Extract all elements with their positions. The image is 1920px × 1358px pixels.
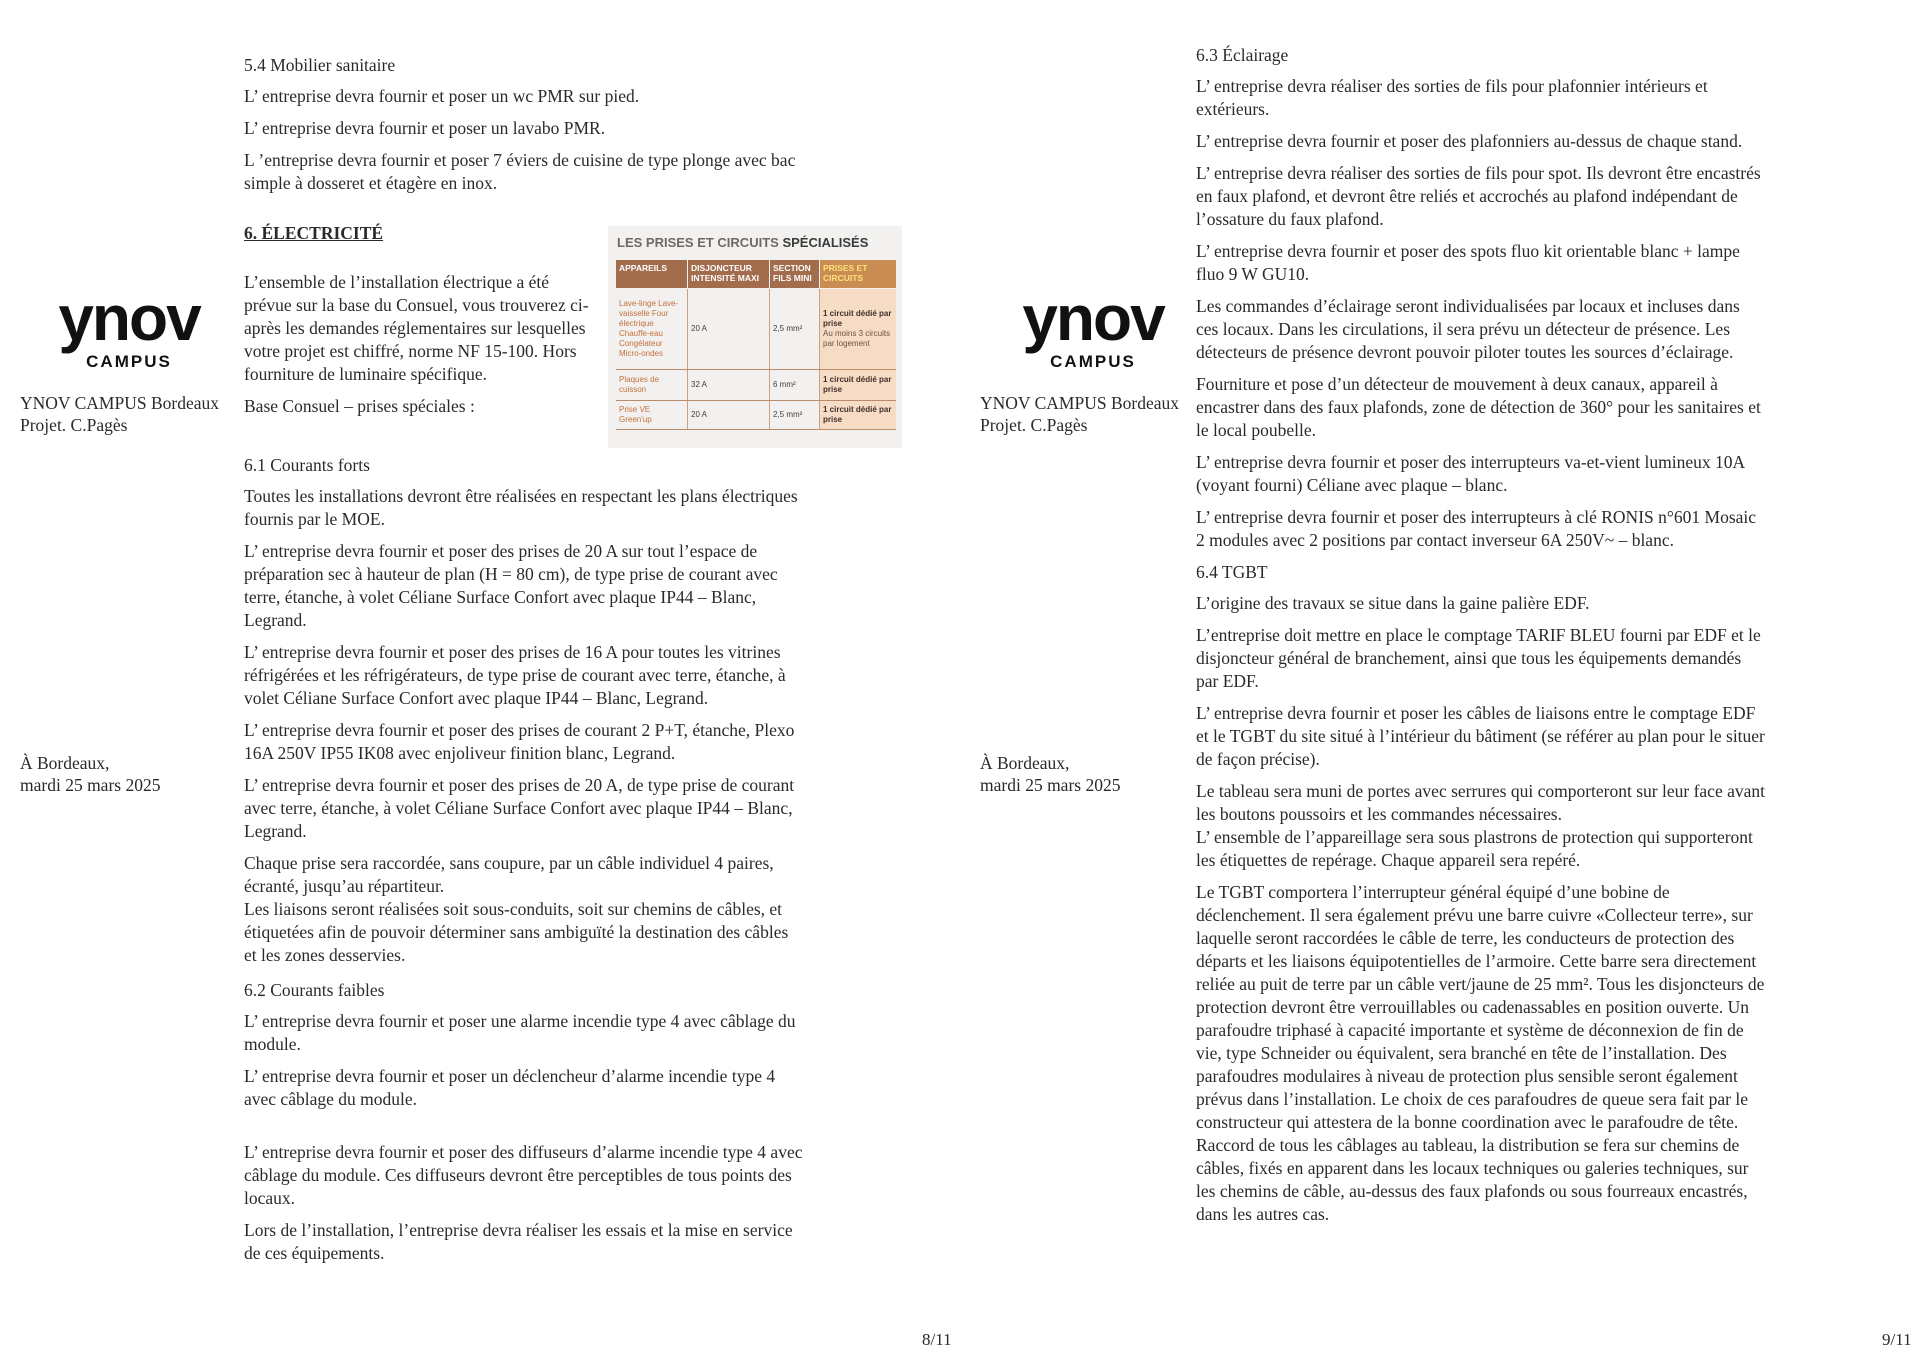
svg-text:ynov: ynov (58, 288, 200, 354)
ynov-campus-logo (1020, 288, 1166, 372)
table-cell: 6 mm² (770, 370, 820, 400)
section-heading: 6.4 TGBT (1196, 562, 1268, 582)
table-cell: Prise VE Green'up (616, 401, 688, 429)
svg-text:ynov: ynov (1022, 288, 1164, 354)
page-number: 8/11 (922, 1330, 952, 1349)
section-6-intro (244, 222, 599, 427)
project-meta (20, 392, 219, 436)
paragraph: L’ entreprise devra fournir et poser un lavabo PMR. (244, 118, 606, 138)
paragraph: L’ entreprise devra fournir et poser des plafonniers au-dessus de chaque stand. (1196, 131, 1743, 151)
paragraph: Base Consuel – prises spéciales : (244, 396, 475, 416)
paragraph: Les liaisons seront réalisées soit sous-conduits, soit sur chemins de câbles, et étiquetées afin de pouvoir déterminer sans ambiguïté la destination des câbles et les zones desservies. (244, 899, 789, 965)
paragraph: Le tableau sera muni de portes avec serrures qui comporteront sur leur face avant les boutons poussoirs et les commandes nécessaires. (1196, 781, 1765, 824)
paragraph: L’origine des travaux se situe dans la gaine palière EDF. (1196, 593, 1590, 613)
paragraph: L ’entreprise devra fournir et poser 7 éviers de cuisine de type plonge avec bac simple à dosseret et étagère en inox. (244, 150, 796, 193)
table-header-cell: SECTION FILS MINI (770, 260, 820, 288)
table-header-row (616, 260, 896, 288)
table-cell: 1 circuit dédié par prise (820, 401, 896, 429)
table-cell: 2,5 mm² (770, 289, 820, 369)
ynov-campus-logo (56, 288, 202, 372)
table-cell: 20 A (688, 289, 770, 369)
document-date (20, 752, 160, 796)
paragraph: L’ entreprise devra réaliser des sorties de fils pour spot. Ils devront être encastrés en faux plafond, et devront être reliés et accrochés au plafond indépendant de l’ossature du faux plafond. (1196, 163, 1761, 229)
cell-sub: Au moins 3 circuits par logement (823, 329, 891, 348)
project-meta (980, 392, 1179, 436)
meta-project: Projet. C.Pagès (980, 415, 1088, 435)
table-body (616, 289, 896, 430)
paragraph: L’ entreprise devra fournir et poser des interrupteurs va-et-vient lumineux 10A (voyant fourni) Céliane avec plaque – blanc. (1196, 452, 1745, 495)
section-heading: 6.3 Éclairage (1196, 45, 1289, 65)
section-heading: 6.2 Courants faibles (244, 980, 385, 1000)
paragraph: L’ entreprise devra fournir et poser des prises de courant 2 P+T, étanche, Plexo 16A 250V IP55 IK08 avec enjoliveur finition blanc, Legrand. (244, 720, 795, 763)
table-cell: 20 A (688, 401, 770, 429)
table-cell: 32 A (688, 370, 770, 400)
table-header-cell: PRISES ET CIRCUITS (820, 260, 896, 288)
paragraph: L’ entreprise devra fournir et poser des prises de 20 A sur tout l’espace de préparation sec à hauteur de plan (H = 80 cm), de type prise de courant avec terre, étanche, à volet Céliane Surface Confort avec plaque IP44 – Blanc, Legrand. (244, 541, 778, 630)
paragraph: L’ entreprise devra fournir et poser les câbles de liaisons entre le comptage EDF et le TGBT du site situé à l’intérieur du bâtiment (se référer au plan pour le situer de façon précise). (1196, 703, 1765, 769)
paragraph: L’ ensemble de l’appareillage sera sous plastrons de protection qui supporteront les étiquettes de repérage. Chaque appareil sera repéré. (1196, 827, 1753, 870)
table-row (616, 401, 896, 430)
document-date (980, 752, 1120, 796)
paragraph: L’ entreprise devra fournir et poser des interrupteurs à clé RONIS n°601 Mosaic 2 modules avec 2 positions par contact inverseur 6A 250V~ – blanc. (1196, 507, 1757, 550)
table-cell: 2,5 mm² (770, 401, 820, 429)
logo-campus-text: CAMPUS (86, 352, 172, 371)
date-value: mardi 25 mars 2025 (20, 775, 161, 795)
document-page-right (960, 0, 1920, 1358)
table-cell (820, 289, 896, 369)
section-6-title: 6. ÉLECTRICITÉ (244, 223, 384, 243)
page-number: 9/11 (1882, 1330, 1912, 1349)
paragraph: L’ entreprise devra fournir et poser un wc PMR sur pied. (244, 86, 640, 106)
paragraph: L’ entreprise devra fournir et poser une alarme incendie type 4 avec câblage du module. (244, 1011, 796, 1054)
paragraph: L’entreprise doit mettre en place le comptage TARIF BLEU fourni par EDF et le disjoncteur général de branchement, ainsi que tous les équipements demandés par EDF. (1196, 625, 1761, 691)
special-circuits-table (608, 226, 902, 448)
table-cell: Lave-linge Lave-vaisselle Four électrique Chauffe-eau Congélateur Micro-ondes (616, 289, 688, 369)
paragraph: L’ entreprise devra fournir et poser un déclencheur d’alarme incendie type 4 avec câblage du module. (244, 1066, 776, 1109)
paragraph: L’ensemble de l’installation électrique a été prévue sur la base du Consuel, vous trouverez ci-après les demandes réglementaires sur lesquelles votre projet est chiffré, norme NF 15-100. Hors fourniture de luminaire spécifique. (244, 272, 589, 384)
section-6-body (244, 454, 804, 1274)
paragraph: Chaque prise sera raccordée, sans coupure, par un câble individuel 4 paires, écranté, jusqu’au répartiteur. (244, 853, 774, 896)
paragraph: L’ entreprise devra réaliser des sorties de fils pour plafonnier intérieurs et extérieurs. (1196, 76, 1708, 119)
ynov-logo-icon (1020, 288, 1166, 354)
table-header-cell: APPAREILS (616, 260, 688, 288)
table-row (616, 370, 896, 401)
paragraph: L’ entreprise devra fournir et poser des spots fluo kit orientable blanc + lampe fluo 9 W GU10. (1196, 241, 1740, 284)
paragraph: Toutes les installations devront être réalisées en respectant les plans électriques fournis par le MOE. (244, 486, 798, 529)
table-cell: Plaques de cuisson (616, 370, 688, 400)
date-place: À Bordeaux, (20, 753, 110, 773)
section-5-4 (244, 54, 804, 204)
paragraph: Fourniture et pose d’un détecteur de mouvement à deux canaux, appareil à encastrer dans des faux plafonds, zone de détection de 360° pour les sanitaires et le local poubelle. (1196, 374, 1761, 440)
table-title-light: LES PRISES ET CIRCUITS (617, 235, 779, 250)
table-title-bold: SPÉCIALISÉS (782, 235, 869, 250)
paragraph: Les commandes d’éclairage seront individualisées par locaux et incluses dans ces locaux. Dans les circulations, il sera prévu un détecteur de présence. Les détecteurs de présence devront pouvoir piloter toutes les sources d’éclairage. (1196, 296, 1740, 362)
section-heading: 6.1 Courants forts (244, 455, 370, 475)
section-heading: 5.4 Mobilier sanitaire (244, 55, 396, 75)
meta-campus: YNOV CAMPUS Bordeaux (20, 393, 219, 413)
paragraph: L’ entreprise devra fournir et poser des diffuseurs d’alarme incendie type 4 avec câblage du module. Ces diffuseurs devront être perceptibles de tous points des locaux. (244, 1142, 803, 1208)
sections-6-3-6-4 (1196, 44, 1766, 1235)
table-header-cell: DISJONCTEUR INTENSITÉ MAXI (688, 260, 770, 288)
date-place: À Bordeaux, (980, 753, 1070, 773)
date-value: mardi 25 mars 2025 (980, 775, 1121, 795)
table-row (616, 289, 896, 370)
meta-campus: YNOV CAMPUS Bordeaux (980, 393, 1179, 413)
logo-campus-text: CAMPUS (1050, 352, 1136, 371)
paragraph: Le TGBT comportera l’interrupteur général équipé d’une bobine de déclenchement. Il sera également prévu une barre cuivre «Collecteur terre», sur laquelle seront raccordées le câble de terre, les conducteurs de protection des départs et les liaisons équipotentielles de l’armoire. Cette barre sera directement reliée au puit de terre par un câble vert/jaune de 25 mm². Tous les disjoncteurs de protection devront être verrouillables ou cadenassables en position ouverte. Un parafoudre triphasé à capacité importante et système de déconnexion de fin de vie, type Schneider ou équivalent, sera branché en tête de l’installation. Des parafoudres modulaires à niveau de protection plus sensible seront également prévus dans l’installation. Le choix de ces parafoudres de queue sera fait par le constructeur qui attestera de la bonne coordination avec le parafoudre de tête. Raccord de tous les câblages au tableau, la distribution se fera sur chemins de câbles, fixés en apparent dans les locaux techniques ou galeries techniques, sur les chemins de câble, au-dessus des faux plafonds ou sous fourreaux encastrés, dans les autres cas. (1196, 882, 1765, 1224)
paragraph: L’ entreprise devra fournir et poser des prises de 16 A pour toutes les vitrines réfrigérées et les réfrigérateurs, de type prise de courant avec terre, étanche, à volet Céliane Surface Confort avec plaque IP44 – Blanc, Legrand. (244, 642, 786, 708)
meta-project: Projet. C.Pagès (20, 415, 128, 435)
paragraph: L’ entreprise devra fournir et poser des prises de 20 A, de type prise de courant avec terre, étanche, à volet Céliane Surface Confort avec plaque IP44 – Blanc, Legrand. (244, 775, 795, 841)
cell-main: 1 circuit dédié par prise (823, 309, 892, 328)
table-title (608, 226, 902, 257)
ynov-logo-icon (56, 288, 202, 354)
table-cell: 1 circuit dédié par prise (820, 370, 896, 400)
paragraph: Lors de l’installation, l’entreprise devra réaliser les essais et la mise en service de ces équipements. (244, 1220, 793, 1263)
